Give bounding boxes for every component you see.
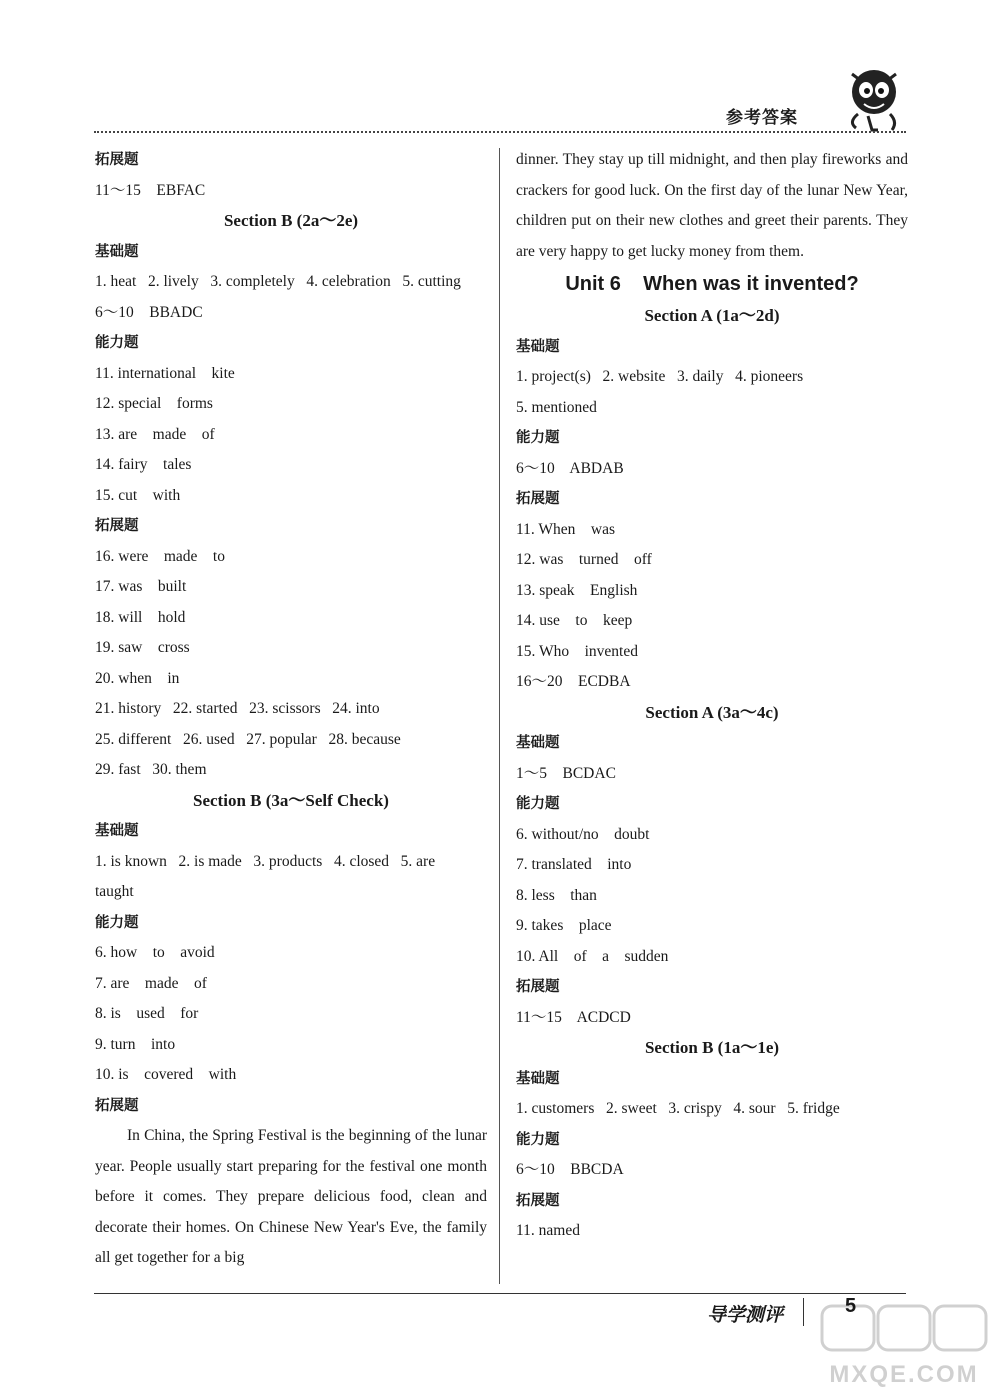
answer-line: 14. fairy tales (95, 456, 192, 473)
question-type-label: 拓展题 (516, 491, 560, 507)
answer-line: 1. customers 2. sweet 3. crispy 4. sour 5. fridge (516, 1100, 840, 1117)
section-heading: Section B (3a～Self Check) (193, 790, 389, 810)
left-column (95, 145, 487, 1274)
answer-line: 15. cut with (95, 486, 181, 504)
answer-line: 21. history 22. started 23. scissors 24. into (95, 700, 380, 717)
header-title: 参考答案 (726, 108, 798, 128)
answer-line: 6. how to avoid (95, 944, 215, 961)
answer-line: 1. is known 2. is made 3. products 4. closed 5. are (95, 852, 436, 870)
answer-line: 16～20 ECDBA (516, 673, 631, 690)
essay-paragraph: In China, the Spring Festival is the beginning of the lunar year. People usually start preparing for the festival one month before it comes. They prepare delicious food, clean and decorate their homes. On Chinese New Year's Eve, the family all get together for a big (95, 1127, 487, 1266)
answer-line: 12. special forms (95, 395, 213, 412)
answer-line: 9. takes place (516, 917, 612, 934)
question-type-label: 能力题 (95, 335, 139, 351)
answer-line: 13. are made of (95, 425, 215, 443)
answer-line: 13. speak English (516, 581, 638, 599)
answer-line: 6～10 BBCDA (516, 1161, 624, 1178)
answer-line: 16. were made to (95, 547, 225, 565)
answer-line: 19. saw cross (95, 639, 190, 656)
question-type-label: 基础题 (516, 735, 560, 751)
answer-line: 11. international kite (95, 364, 235, 382)
answer-line: 10. All of a sudden (516, 947, 669, 965)
answer-line: 18. will hold (95, 608, 186, 626)
answer-line: 12. was turned off (516, 551, 652, 568)
question-type-label: 能力题 (516, 1131, 560, 1148)
answer-line: 15. Who invented (516, 642, 638, 660)
right-column (516, 145, 908, 1247)
answer-line: 8. less than (516, 886, 597, 904)
section-heading: Section B (1a～1e) (644, 1038, 780, 1057)
answer-line: 9. turn into (95, 1035, 176, 1053)
question-type-label: 能力题 (516, 796, 560, 812)
answer-line: 1～5 BCDAC (516, 764, 616, 782)
question-type-label: 基础题 (516, 338, 560, 355)
question-type-label: 拓展题 (516, 979, 560, 995)
question-type-label: 拓展题 (95, 518, 139, 534)
svg-text:MXQE.COM: MXQE.COM (829, 1361, 979, 1388)
footer-separator (803, 1298, 804, 1326)
answer-line: 7. are made of (95, 974, 207, 992)
answer-line: 25. different 26. used 27. popular 28. because (95, 730, 401, 748)
section-heading: Section A (3a～4c) (645, 702, 779, 722)
unit-heading: Unit 6 When was it invented? (565, 273, 859, 295)
essay-continuation: dinner. They stay up till midnight, and then play fireworks and crackers for good luck. On the first day of the lunar New Year, children put on their new clothes and greet their parents. They are very happy to get lucky money from them. (516, 151, 908, 260)
header-divider (94, 131, 906, 133)
answer-line: 11～15 EBFAC (95, 181, 206, 199)
question-type-label: 拓展题 (95, 152, 139, 168)
answer-line: 8. is used for (95, 1005, 199, 1022)
answer-line: 11. named (516, 1222, 580, 1239)
question-type-label: 基础题 (95, 243, 139, 260)
question-type-label: 基础题 (516, 1070, 560, 1087)
answer-line: 1. heat 2. lively 3. completely 4. celebration 5. cutting (95, 273, 461, 290)
watermark-logo-icon (808, 1300, 1000, 1392)
answer-line: 11～15 ACDCD (516, 1008, 631, 1026)
answer-line: 6～10 BBADC (95, 303, 203, 321)
answer-line: taught (95, 883, 134, 900)
answer-line: 6～10 ABDAB (516, 459, 624, 477)
section-heading: Section A (1a～2d) (644, 306, 780, 325)
column-divider (499, 148, 500, 1284)
question-type-label: 拓展题 (95, 1097, 139, 1114)
question-type-label: 能力题 (95, 914, 139, 931)
answer-line: 6. without/no doubt (516, 825, 650, 843)
page-number: 5 (845, 1295, 857, 1317)
answer-line: 1. project(s) 2. website 3. daily 4. pioneers (516, 368, 804, 385)
question-type-label: 能力题 (516, 430, 560, 446)
answer-line: 11. When was (516, 520, 616, 538)
section-heading: Section B (2a～2e) (223, 211, 359, 230)
answer-line: 14. use to keep (516, 612, 633, 629)
question-type-label: 基础题 (95, 823, 139, 839)
answer-line: 17. was built (95, 578, 187, 595)
answer-line: 20. when in (95, 669, 180, 687)
footer-divider (94, 1293, 906, 1294)
answer-line: 7. translated into (516, 856, 632, 873)
question-type-label: 拓展题 (516, 1192, 560, 1209)
answer-line: 5. mentioned (516, 398, 597, 416)
footer-label: 导学测评 (707, 1304, 784, 1326)
cartoon-mascot-icon (838, 62, 912, 134)
answer-line: 29. fast 30. them (95, 761, 207, 778)
answer-line: 10. is covered with (95, 1066, 237, 1083)
